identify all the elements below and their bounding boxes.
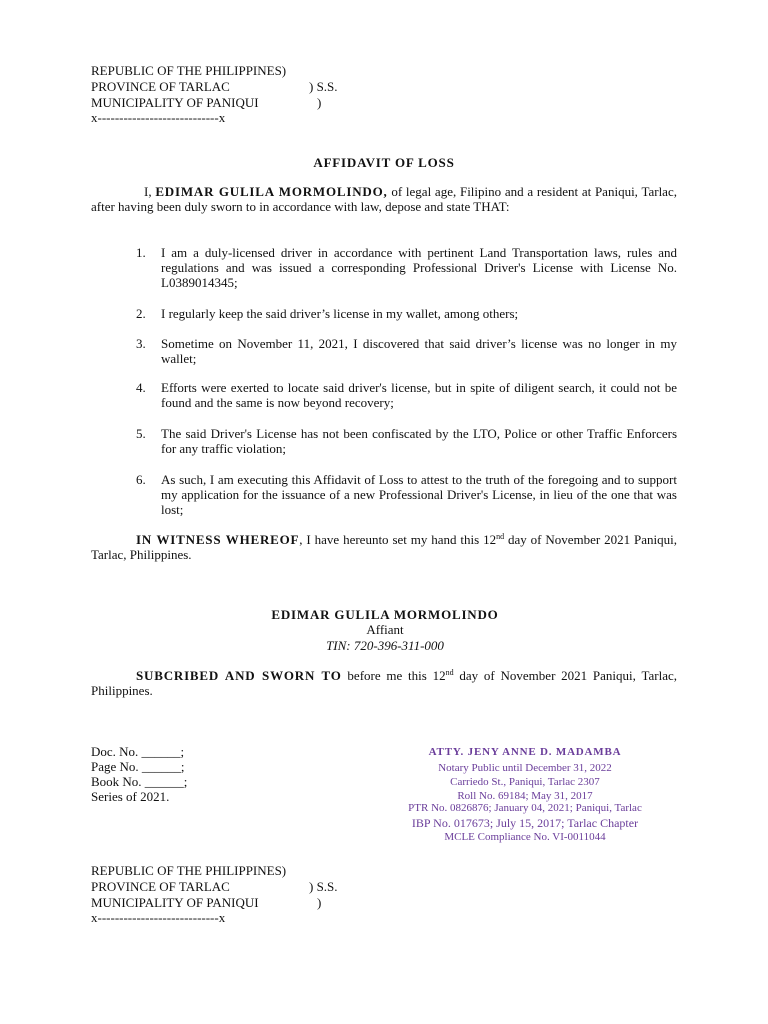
caption-municipality: MUNICIPALITY OF PANIQUI — [91, 895, 259, 910]
witness-lead: IN WITNESS WHEREOF — [136, 532, 300, 547]
book-number: Book No. ______; — [91, 774, 188, 789]
witness-text-b: day of November 2021 Paniqui, Tarlac, Philippines. — [91, 532, 677, 562]
notary-address: Carriedo St., Paniqui, Tarlac 2307 — [450, 776, 600, 788]
list-item: I regularly keep the said driver’s license in my wallet, among others; — [161, 306, 519, 321]
notary-commission: Notary Public until December 31, 2022 — [438, 762, 612, 774]
notary-ibp: IBP No. 017673; July 15, 2017; Tarlac Chapter — [411, 816, 639, 830]
page-number: Page No. ______; — [91, 759, 185, 774]
affiant-name: EDIMAR GULILA MORMOLINDO — [271, 607, 499, 622]
affiant-name-inline: EDIMAR GULILA MORMOLINDO, — [155, 184, 388, 199]
witness-paragraph — [91, 532, 677, 562]
item-number: 3. — [136, 336, 146, 351]
list-item: As such, I am executing this Affidavit of Loss to attest to the truth of the foregoing and to support my application for the issuance of a new Professional Driver's License, in lieu of the one that was lost; — [161, 472, 677, 517]
caption-separator: x----------------------------x — [91, 910, 226, 925]
jurat-text-a: before me this 12 — [341, 668, 446, 683]
affiant-label: Affiant — [366, 622, 404, 637]
witness-text-a: , I have hereunto set my hand this 12 — [299, 532, 497, 547]
notary-ptr: PTR No. 0826876; January 04, 2021; Paniqui, Tarlac — [408, 802, 642, 814]
notary-mcle: MCLE Compliance No. VI-0011044 — [444, 831, 606, 843]
affiant-tin: TIN: 720-396-311-000 — [326, 638, 444, 653]
list-item: I am a duly-licensed driver in accordance with pertinent Land Transportation laws, rules and regulations and was issued a corresponding Professional Driver's License with License No. L0389014345; — [161, 245, 677, 290]
jurat-paragraph — [91, 668, 677, 698]
intro-prefix: I, — [144, 184, 156, 199]
item-number: 1. — [136, 245, 146, 260]
jurat-text-b: day of November 2021 Paniqui, Tarlac, Philippines. — [91, 668, 677, 698]
series-year: Series of 2021. — [91, 789, 170, 804]
list-item: The said Driver's License has not been confiscated by the LTO, Police or other Traffic Enforcers for any traffic violation; — [161, 426, 677, 456]
caption-paren: ) — [317, 95, 322, 110]
caption-municipality: MUNICIPALITY OF PANIQUI — [91, 95, 259, 110]
list-item: Sometime on November 11, 2021, I discovered that said driver’s license was no longer in my wallet; — [161, 336, 677, 366]
doc-number: Doc. No. ______; — [91, 744, 185, 759]
intro-paragraph — [91, 184, 677, 214]
caption-ss: ) S.S. — [309, 79, 338, 94]
jurat-sup: nd — [445, 668, 454, 677]
caption-republic: REPUBLIC OF THE PHILIPPINES) — [91, 863, 287, 878]
item-number: 4. — [136, 380, 146, 395]
item-number: 2. — [136, 306, 146, 321]
notary-roll: Roll No. 69184; May 31, 2017 — [457, 790, 593, 802]
item-number: 6. — [136, 472, 146, 487]
witness-sup: nd — [496, 532, 505, 541]
caption-province: PROVINCE OF TARLAC — [91, 879, 230, 894]
caption-separator: x----------------------------x — [91, 110, 226, 125]
caption-paren: ) — [317, 895, 322, 910]
jurat-lead: SUBCRIBED AND SWORN TO — [136, 668, 342, 683]
caption-province: PROVINCE OF TARLAC — [91, 79, 230, 94]
caption-republic: REPUBLIC OF THE PHILIPPINES) — [91, 63, 287, 78]
document-title: AFFIDAVIT OF LOSS — [313, 155, 455, 170]
item-number: 5. — [136, 426, 146, 441]
notary-name: ATTY. JENY ANNE D. MADAMBA — [428, 746, 622, 758]
intro-rest: of legal age, Filipino and a resident at Paniqui, Tarlac, after having been duly sworn to in accordance with law, depose and state THAT: — [91, 184, 677, 214]
list-item: Efforts were exerted to locate said driver's license, but in spite of diligent search, it could not be found and the same is now beyond recovery; — [161, 380, 677, 410]
caption-ss: ) S.S. — [309, 879, 338, 894]
